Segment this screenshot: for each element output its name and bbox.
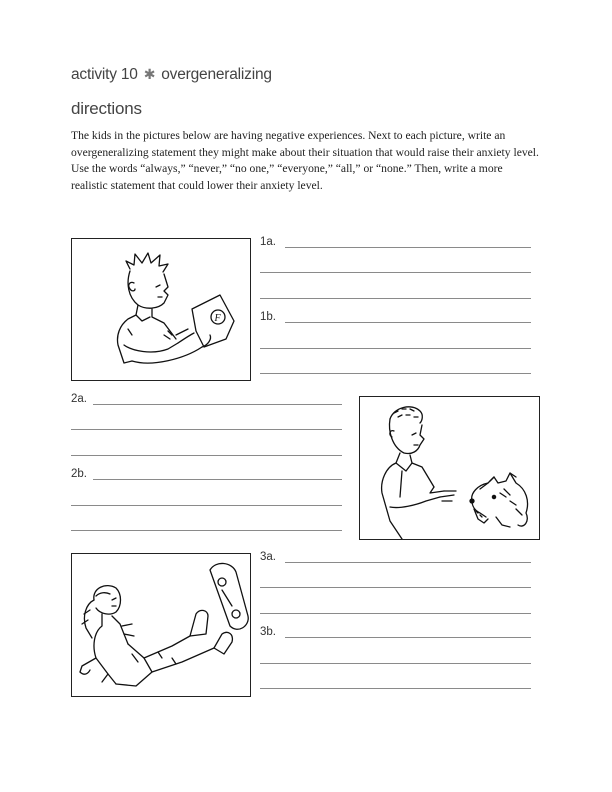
activity-topic: overgeneralizing [161,66,272,83]
prompt-3b-line-1[interactable] [285,637,531,638]
prompt-3a-line-1[interactable] [285,562,531,563]
grade-mark: F [214,313,221,324]
prompt-3b-label: 3b. [260,626,276,638]
prompt-2b-line-2[interactable] [71,505,342,506]
activity-heading [71,66,272,84]
prompt-1b-line-3[interactable] [260,373,531,374]
prompt-1a-line-1[interactable] [285,247,531,248]
prompt-3a-label: 3a. [260,551,276,563]
prompt-2b-line-1[interactable] [93,479,342,480]
prompt-1b-label: 1b. [260,311,276,323]
prompt-3b-line-3[interactable] [260,688,531,689]
prompt-1a-line-2[interactable] [260,272,531,273]
prompt-1a-label: 1a. [260,236,276,248]
prompt-1b-line-1[interactable] [285,322,531,323]
directions-text: The kids in the pictures below are having negative experiences. Next to each picture, write an overgeneralizing statement they might make about their situation that would raise their anxiety level. Use the words “always,” “never,” “no one,” “everyone,” “all,” or “none.” Then, write a more realistic statement that could lower their anxiety level. [71,129,539,192]
prompt-3b-line-2[interactable] [260,663,531,664]
prompt-2b-label: 2b. [71,468,87,480]
prompt-3a-line-2[interactable] [260,587,531,588]
prompt-1b-line-2[interactable] [260,348,531,349]
prompt-3a-line-3[interactable] [260,613,531,614]
picture-3-frame [71,553,251,697]
picture-1-frame [71,238,251,381]
activity-number: activity 10 [71,66,138,83]
prompt-2a-line-1[interactable] [93,404,342,405]
prompt-1a-line-3[interactable] [260,298,531,299]
prompt-2b-line-3[interactable] [71,530,342,531]
directions-heading: directions [71,99,142,118]
prompt-2a-line-2[interactable] [71,429,342,430]
asterisk-icon: ✱ [143,66,156,82]
prompt-2a-line-3[interactable] [71,455,342,456]
prompt-2a-label: 2a. [71,393,87,405]
boy-and-barking-dog-illustration [360,397,539,539]
picture-2-frame [359,396,540,540]
girl-falling-off-skateboard-illustration [72,554,250,696]
boy-with-failed-test-illustration [72,239,250,380]
